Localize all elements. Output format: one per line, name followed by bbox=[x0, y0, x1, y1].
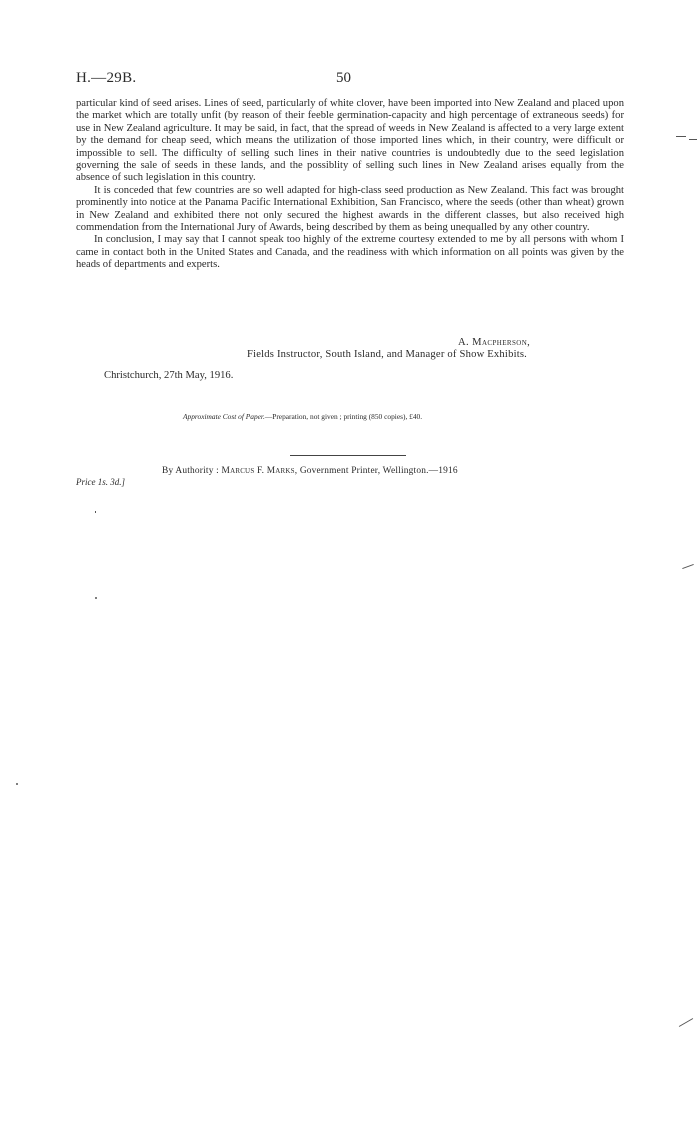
imprint-suffix: Government Printer, Wellington.—1916 bbox=[299, 466, 458, 476]
scan-mark bbox=[95, 511, 96, 513]
imprint-printer: Marcus F. Marks, bbox=[221, 466, 298, 476]
paragraph-seed-production: It is conceded that few countries are so well adapted for high-class seed production as New Zealand. This fact was brought prominently into notice at the Panama Pacific International Exhibition, San Francisco, where the seeds (other than wheat) grown in New Zealand and exhibited there not only secured the highest awards in the different classes, but also received high commendation from the International Jury of Awards, being described by them as being unequalled by any other country. bbox=[76, 184, 624, 234]
place-date: Christchurch, 27th May, 1916. bbox=[104, 370, 234, 381]
body-text bbox=[76, 98, 624, 272]
scan-mark bbox=[689, 139, 697, 140]
cost-note-text: —Preparation, not given ; printing (850 copies), £40. bbox=[264, 412, 423, 421]
printer-imprint bbox=[162, 466, 458, 476]
page-number: 50 bbox=[336, 70, 351, 86]
scan-mark bbox=[682, 564, 694, 569]
cost-note-label: Approximate Cost of Paper. bbox=[183, 412, 265, 421]
scan-mark bbox=[676, 136, 686, 137]
scan-mark bbox=[679, 1018, 693, 1027]
imprint-prefix: By Authority : bbox=[162, 466, 219, 476]
paragraph-seed-imports: particular kind of seed arises. Lines of seed, particularly of white clover, have been imported into New Zealand and placed upon the market which are totally unfit (by reason of their feeble germination-capacity and high percentage of extraneous seeds) for use in New Zealand agriculture. It may be said, in fact, that the spread of weeds in New Zealand is affected to a very large extent by the demand for cheap seed, which means the utilization of those imported lines which, in their country, were difficult or impossible to sell. The difficulty of selling such lines in their native countries is undoubtedly due to the seed legislation governing the sale of seeds in these lands, and the possiblity of selling such lines in New Zealand arises equally from the absence of such legislation in this country. bbox=[76, 98, 624, 184]
scan-mark bbox=[95, 597, 97, 599]
cost-note bbox=[183, 412, 422, 421]
signature-name: A. Macpherson, bbox=[458, 337, 531, 348]
separator-rule bbox=[290, 455, 406, 456]
paragraph-conclusion: In conclusion, I may say that I cannot speak too highly of the extreme courtesy extended to me by all persons with whom I came in contact both in the United States and Canada, and the readiness with which information on all points was given by the heads of departments and experts. bbox=[76, 234, 624, 271]
signature-title: Fields Instructor, South Island, and Manager of Show Exhibits. bbox=[247, 349, 528, 360]
document-code: H.—29B. bbox=[76, 70, 137, 86]
price: Price 1s. 3d.] bbox=[76, 477, 125, 487]
scan-mark bbox=[16, 783, 18, 785]
